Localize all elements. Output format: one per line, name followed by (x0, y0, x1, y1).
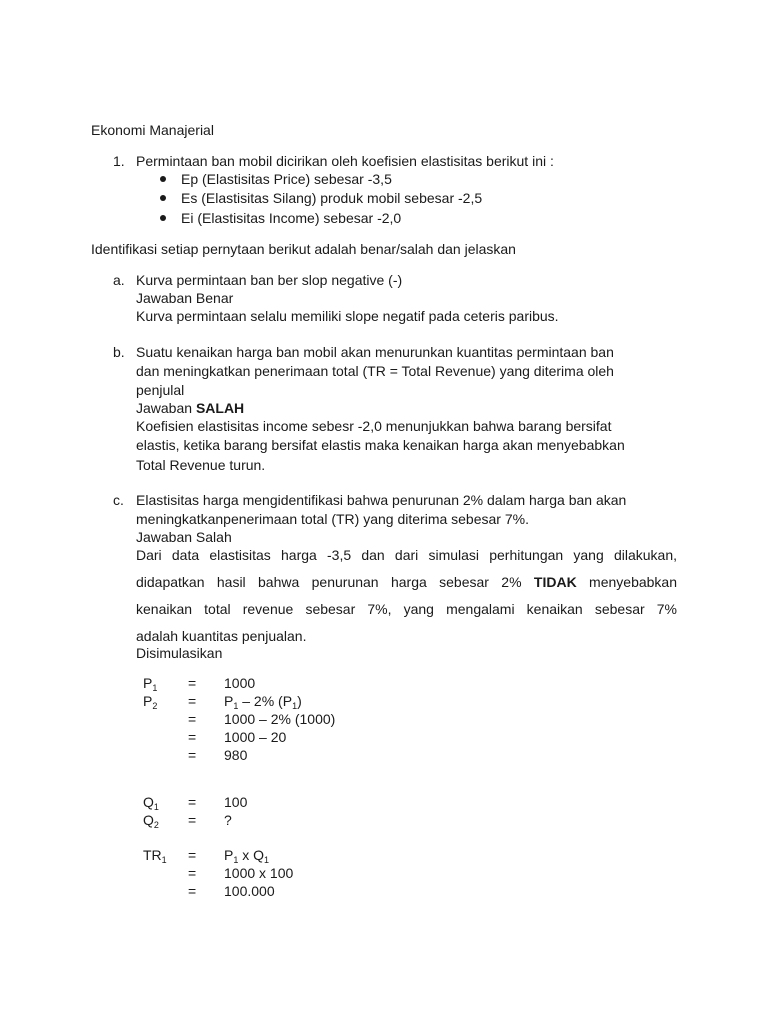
equals-sign: = (188, 812, 197, 828)
explanation-segment: menyebabkan (576, 574, 678, 590)
var-symbol: P (143, 675, 153, 691)
var-symbol: P (143, 693, 153, 709)
calc-value: 1000 – 20 (224, 729, 287, 745)
equals-sign: = (188, 675, 197, 691)
explanation-line (136, 573, 677, 591)
calc-value: ? (224, 812, 232, 828)
var-subscript: 1 (153, 802, 159, 812)
answer-text: Jawaban Benar (136, 290, 234, 306)
equals-sign: = (188, 865, 197, 881)
var-subscript: 2 (152, 701, 158, 711)
equals-sign: = (188, 711, 197, 727)
statement-line: penjulal (136, 382, 185, 398)
variable-label (143, 846, 167, 866)
document-title: Ekonomi Manajerial (91, 122, 214, 138)
calc-subscript: 1 (264, 855, 270, 865)
statement-line: Suatu kenaikan harga ban mobil akan menurunkan kuantitas permintaan ban (136, 344, 614, 360)
equals-sign: = (188, 847, 197, 863)
bullet-icon (160, 195, 166, 201)
calc-part: P (224, 693, 234, 709)
calc-value (224, 692, 302, 712)
bullet-item: Ep (Elastisitas Price) sebesar -3,5 (181, 171, 392, 187)
calc-part: – 2% (P (238, 693, 293, 709)
item-letter: a. (113, 272, 125, 288)
equals-sign: = (188, 693, 197, 709)
statement-text: Kurva permintaan ban ber slop negative (-) (136, 272, 403, 288)
statement-line: meningkatkanpenerimaan total (TR) yang diterima sebesar 7%. (136, 511, 529, 527)
var-symbol: Q (143, 794, 154, 810)
explanation-line: Dari data elastisitas harga -3,5 dan dari simulasi perhitungan yang dilakukan, (136, 547, 677, 563)
var-symbol: TR (143, 847, 162, 863)
answer-value: SALAH (195, 400, 245, 416)
bullet-item: Es (Elastisitas Silang) produk mobil sebesar -2,5 (181, 190, 483, 206)
bullet-icon (160, 215, 166, 221)
item-letter: c. (113, 492, 124, 508)
variable-label (143, 674, 157, 694)
item-letter: b. (113, 344, 125, 360)
calc-part: x Q (238, 847, 265, 863)
calc-value: 100.000 (224, 883, 275, 899)
variable-label (143, 793, 159, 813)
explanation-line: Total Revenue turun. (136, 457, 266, 473)
calc-part: P (224, 847, 234, 863)
explanation-line: kenaikan total revenue sebesar 7%, yang mengalami kenaikan sebesar 7% (136, 601, 677, 617)
equals-sign: = (188, 794, 197, 810)
statement-line: Elastisitas harga mengidentifikasi bahwa penurunan 2% dalam harga ban akan (136, 492, 627, 508)
statement-line: dan meningkatkan penerimaan total (TR = Total Revenue) yang diterima oleh (136, 363, 614, 379)
equals-sign: = (188, 729, 197, 745)
calc-part: ) (297, 693, 302, 709)
explanation-line: Koefisien elastisitas income sebesr -2,0 menunjukkan bahwa barang bersifat (136, 418, 612, 434)
answer-text (136, 399, 244, 417)
calc-value: 100 (224, 794, 248, 810)
bullet-item: Ei (Elastisitas Income) sebesar -2,0 (181, 210, 402, 226)
var-symbol: Q (143, 812, 154, 828)
var-subscript: 1 (161, 855, 167, 865)
explanation-line: elastis, ketika barang bersifat elastis maka kenaikan harga akan menyebabkan (136, 437, 625, 453)
equals-sign: = (188, 747, 197, 763)
calc-value: 980 (224, 747, 248, 763)
question-number: 1. (113, 153, 125, 169)
question-text: Permintaan ban mobil dicirikan oleh koefisien elastisitas berikut ini : (136, 153, 554, 169)
explanation-segment: didapatkan hasil bahwa penurunan harga sebesar 2% (136, 574, 534, 590)
instruction-text: Identifikasi setiap pernytaan berikut adalah benar/salah dan jelaskan (91, 241, 516, 257)
var-subscript: 2 (153, 820, 159, 830)
var-subscript: 1 (152, 683, 158, 693)
answer-label: Jawaban (136, 400, 196, 416)
calc-value: 1000 – 2% (1000) (224, 711, 336, 727)
emphasis-text: TIDAK (533, 574, 577, 590)
answer-text: Jawaban Salah (136, 529, 232, 545)
calc-value: 1000 x 100 (224, 865, 294, 881)
calc-value: 1000 (224, 675, 256, 691)
calc-subscript: 1 (233, 855, 239, 865)
calc-subscript: 1 (292, 701, 298, 711)
simulation-heading: Disimulasikan (136, 645, 223, 661)
variable-label (143, 692, 157, 712)
calc-subscript: 1 (233, 701, 239, 711)
equals-sign: = (188, 883, 197, 899)
variable-label (143, 811, 159, 831)
explanation-line: adalah kuantitas penjualan. (136, 628, 307, 644)
calc-value (224, 846, 269, 866)
explanation-text: Kurva permintaan selalu memiliki slope negatif pada ceteris paribus. (136, 308, 559, 324)
bullet-icon (160, 176, 166, 182)
